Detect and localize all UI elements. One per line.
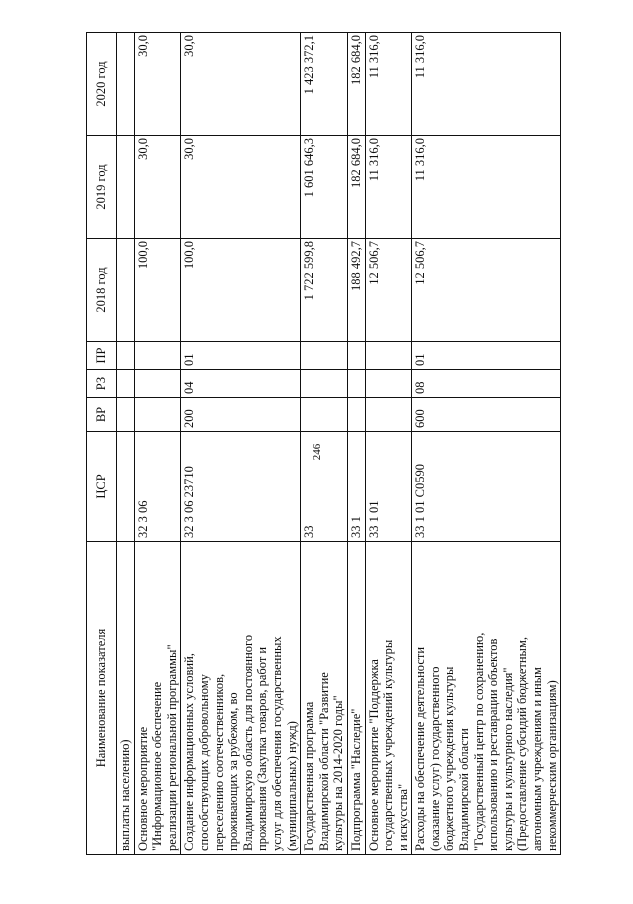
table-row xyxy=(117,33,135,855)
row-2020: 11 316,0 xyxy=(365,33,412,136)
row-2018: 12 506,7 xyxy=(412,239,561,342)
row-name: Государственная программа Владимирской области "Развитие культуры на 2014-2020 годы" xyxy=(301,542,348,855)
header-csr: ЦСР xyxy=(87,432,117,542)
table-row xyxy=(365,33,412,855)
row-vr: 200 xyxy=(181,398,301,432)
row-pr xyxy=(365,342,412,370)
row-2020: 182 684,0 xyxy=(347,33,365,136)
row-vr xyxy=(365,398,412,432)
row-2019 xyxy=(117,136,135,239)
header-2019: 2019 год xyxy=(87,136,117,239)
row-2018 xyxy=(117,239,135,342)
row-vr xyxy=(117,398,135,432)
row-2018: 1 722 599,8 xyxy=(301,239,348,342)
row-2019: 30,0 xyxy=(134,136,181,239)
row-rz xyxy=(347,370,365,398)
row-pr xyxy=(301,342,348,370)
row-rz: 08 xyxy=(412,370,561,398)
row-rz: 04 xyxy=(181,370,301,398)
row-2020: 11 316,0 xyxy=(412,33,561,136)
header-2020: 2020 год xyxy=(87,33,117,136)
row-2020 xyxy=(117,33,135,136)
row-pr: 01 xyxy=(412,342,561,370)
row-csr: 33 1 01 xyxy=(365,432,412,542)
header-rz: РЗ xyxy=(87,370,117,398)
row-name: Основное мероприятие "Поддержка государственных учреждений культуры и искусства" xyxy=(365,542,412,855)
row-2020: 1 423 372,1 xyxy=(301,33,348,136)
row-rz xyxy=(365,370,412,398)
header-name: Наименование показателя xyxy=(87,542,117,855)
row-name: Расходы на обеспечение деятельности (оказание услуг) государственного бюджетного учреждения культуры Владимирской области "Государственный центр по сохранению, использованию и реставрации объектов культуры и культурного наследия" (Предоставление субсидий бюджетным, автономным учреждениям и иным некоммерческим организациям) xyxy=(412,542,561,855)
row-csr: 32 3 06 23710 xyxy=(181,432,301,542)
row-vr xyxy=(347,398,365,432)
table-row xyxy=(347,33,365,855)
row-vr xyxy=(134,398,181,432)
row-2020: 30,0 xyxy=(181,33,301,136)
header-row xyxy=(87,33,117,855)
table-row xyxy=(301,33,348,855)
row-2019: 11 316,0 xyxy=(412,136,561,239)
row-csr: 33 xyxy=(301,432,348,542)
row-rz xyxy=(301,370,348,398)
row-2018: 100,0 xyxy=(181,239,301,342)
row-rz xyxy=(117,370,135,398)
table-row xyxy=(412,33,561,855)
row-csr xyxy=(117,432,135,542)
header-pr: ПР xyxy=(87,342,117,370)
budget-table xyxy=(86,32,561,855)
row-csr: 32 3 06 xyxy=(134,432,181,542)
row-2019: 11 316,0 xyxy=(365,136,412,239)
row-2018: 188 492,7 xyxy=(347,239,365,342)
row-vr xyxy=(301,398,348,432)
row-2018: 12 506,7 xyxy=(365,239,412,342)
header-2018: 2018 год xyxy=(87,239,117,342)
row-pr xyxy=(117,342,135,370)
row-csr: 33 1 xyxy=(347,432,365,542)
row-2019: 1 601 646,3 xyxy=(301,136,348,239)
table-row xyxy=(181,33,301,855)
row-vr: 600 xyxy=(412,398,561,432)
row-2019: 182 684,0 xyxy=(347,136,365,239)
row-csr: 33 1 01 С0590 xyxy=(412,432,561,542)
table-row xyxy=(134,33,181,855)
row-pr xyxy=(347,342,365,370)
row-2020: 30,0 xyxy=(134,33,181,136)
row-2018: 100,0 xyxy=(134,239,181,342)
header-vr: ВР xyxy=(87,398,117,432)
row-pr xyxy=(134,342,181,370)
row-name: выплаты населению) xyxy=(117,542,135,855)
row-rz xyxy=(134,370,181,398)
row-name: Подпрограмма "Наследие" xyxy=(347,542,365,855)
page-number: 246 xyxy=(310,443,323,461)
row-name: Основное мероприятие "Информационное обеспечение реализации региональной программы" xyxy=(134,542,181,855)
row-pr: 01 xyxy=(181,342,301,370)
row-2019: 30,0 xyxy=(181,136,301,239)
row-name: Создание информационных условий, способствующих добровольному переселению соотечественников, проживающих за рубежом, во Владимирскую область для постоянного проживания (Закупка товаров, работ и услуг для обеспечения государственных (муниципальных) нужд) xyxy=(181,542,301,855)
rotated-table-container xyxy=(86,33,632,855)
